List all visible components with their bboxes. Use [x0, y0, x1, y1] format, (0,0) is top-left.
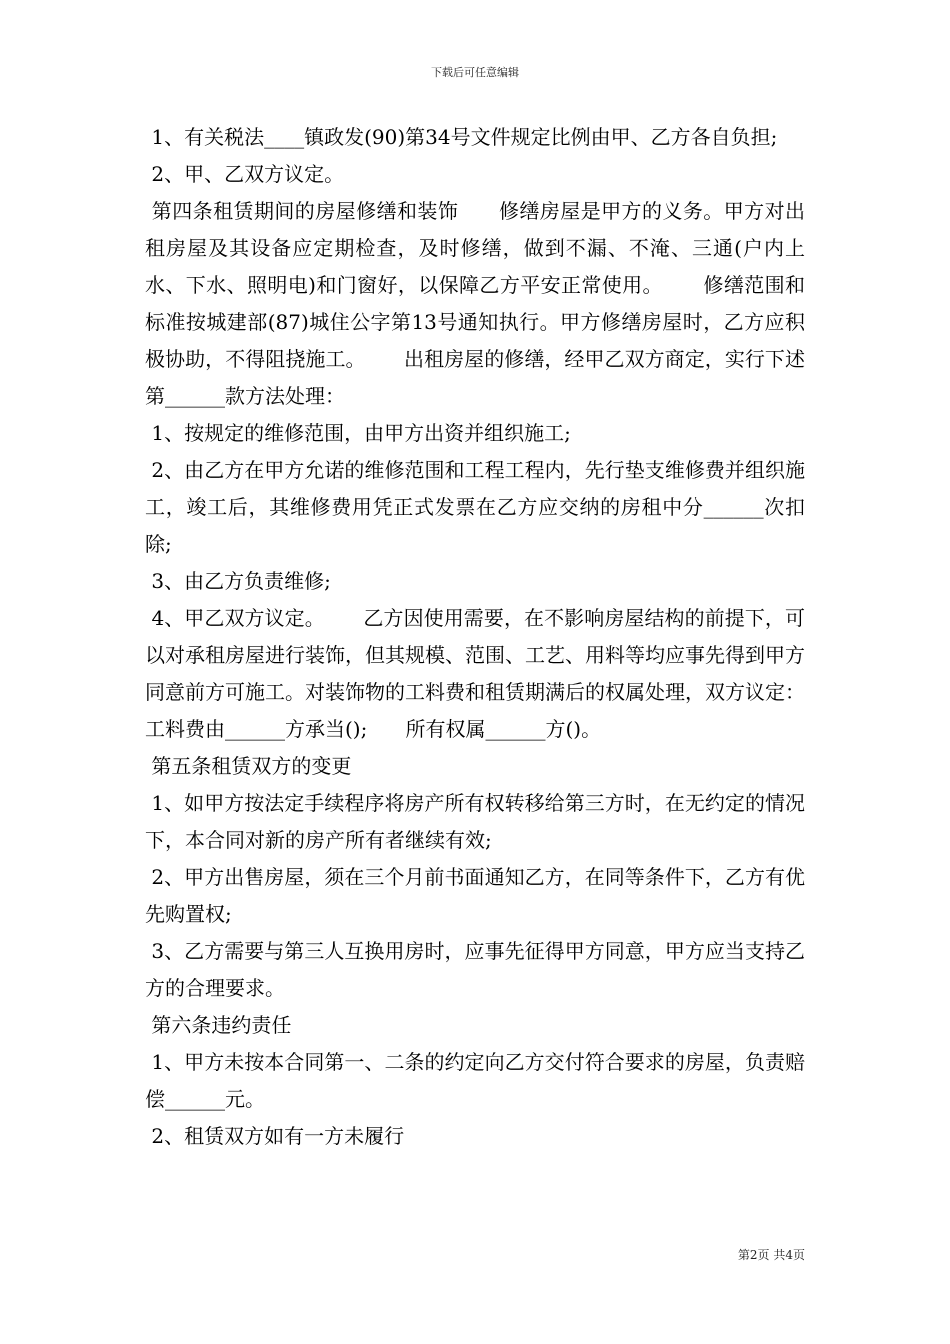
section-heading: 第五条租赁双方的变更	[145, 754, 352, 778]
paragraph: 2、甲方出售房屋，须在三个月前书面通知乙方，在同等条件下，乙方有优先购置权;	[145, 865, 805, 926]
page-number: 第2页 共4页	[737, 1248, 805, 1262]
document-body	[145, 119, 844, 1155]
paragraph: 3、乙方需要与第三人互换用房时，应事先征得甲方同意，甲方应当支持乙方的合理要求。	[145, 939, 805, 1000]
paragraph: 3、由乙方负责维修;	[145, 569, 331, 593]
paragraph: 1、如甲方按法定手续程序将房产所有权转移给第三方时，在无约定的情况下，本合同对新的房产所有者继续有效;	[145, 791, 805, 852]
paragraph: 4、甲乙双方议定。 乙方因使用需要，在不影响房屋结构的前提下，可以对承租房屋进行装饰，但其规模、范围、工艺、用料等均应事先得到甲方同意前方可施工。对装饰物的工料费和租赁期满后的权属处理，双方议定： 工料费由______方承当(); 所有权属______方()。	[145, 606, 844, 741]
paragraph: 2、租赁双方如有一方未履行	[145, 1124, 405, 1148]
paragraph: 第四条租赁期间的房屋修缮和装饰 修缮房屋是甲方的义务。甲方对出租房屋及其设备应定期检查，及时修缮，做到不漏、不淹、三通(户内上水、下水、照明电)和门窗好，以保障乙方平安正常使用。 修缮范围和标准按城建部(87)城住公字第13号通知执行。甲方修缮房屋时，乙方应积极协助，不得阻挠施工。 出租房屋的修缮，经甲乙双方商定，实行下述第______款方法处理：	[145, 199, 805, 408]
paragraph: 1、有关税法____镇政发(90)第34号文件规定比例由甲、乙方各自负担;	[145, 125, 778, 149]
paragraph: 1、甲方未按本合同第一、二条的约定向乙方交付符合要求的房屋，负责赔偿______元。	[145, 1050, 805, 1111]
page-header: 下载后可任意编辑	[431, 66, 519, 79]
paragraph: 2、由乙方在甲方允诺的维修范围和工程工程内，先行垫支维修费并组织施工，竣工后，其维修费用凭正式发票在乙方应交纳的房租中分______次扣除;	[145, 458, 805, 556]
paragraph: 2、甲、乙双方议定。	[145, 162, 345, 186]
paragraph: 1、按规定的维修范围，由甲方出资并组织施工;	[145, 421, 571, 445]
section-heading: 第六条违约责任	[145, 1013, 292, 1037]
